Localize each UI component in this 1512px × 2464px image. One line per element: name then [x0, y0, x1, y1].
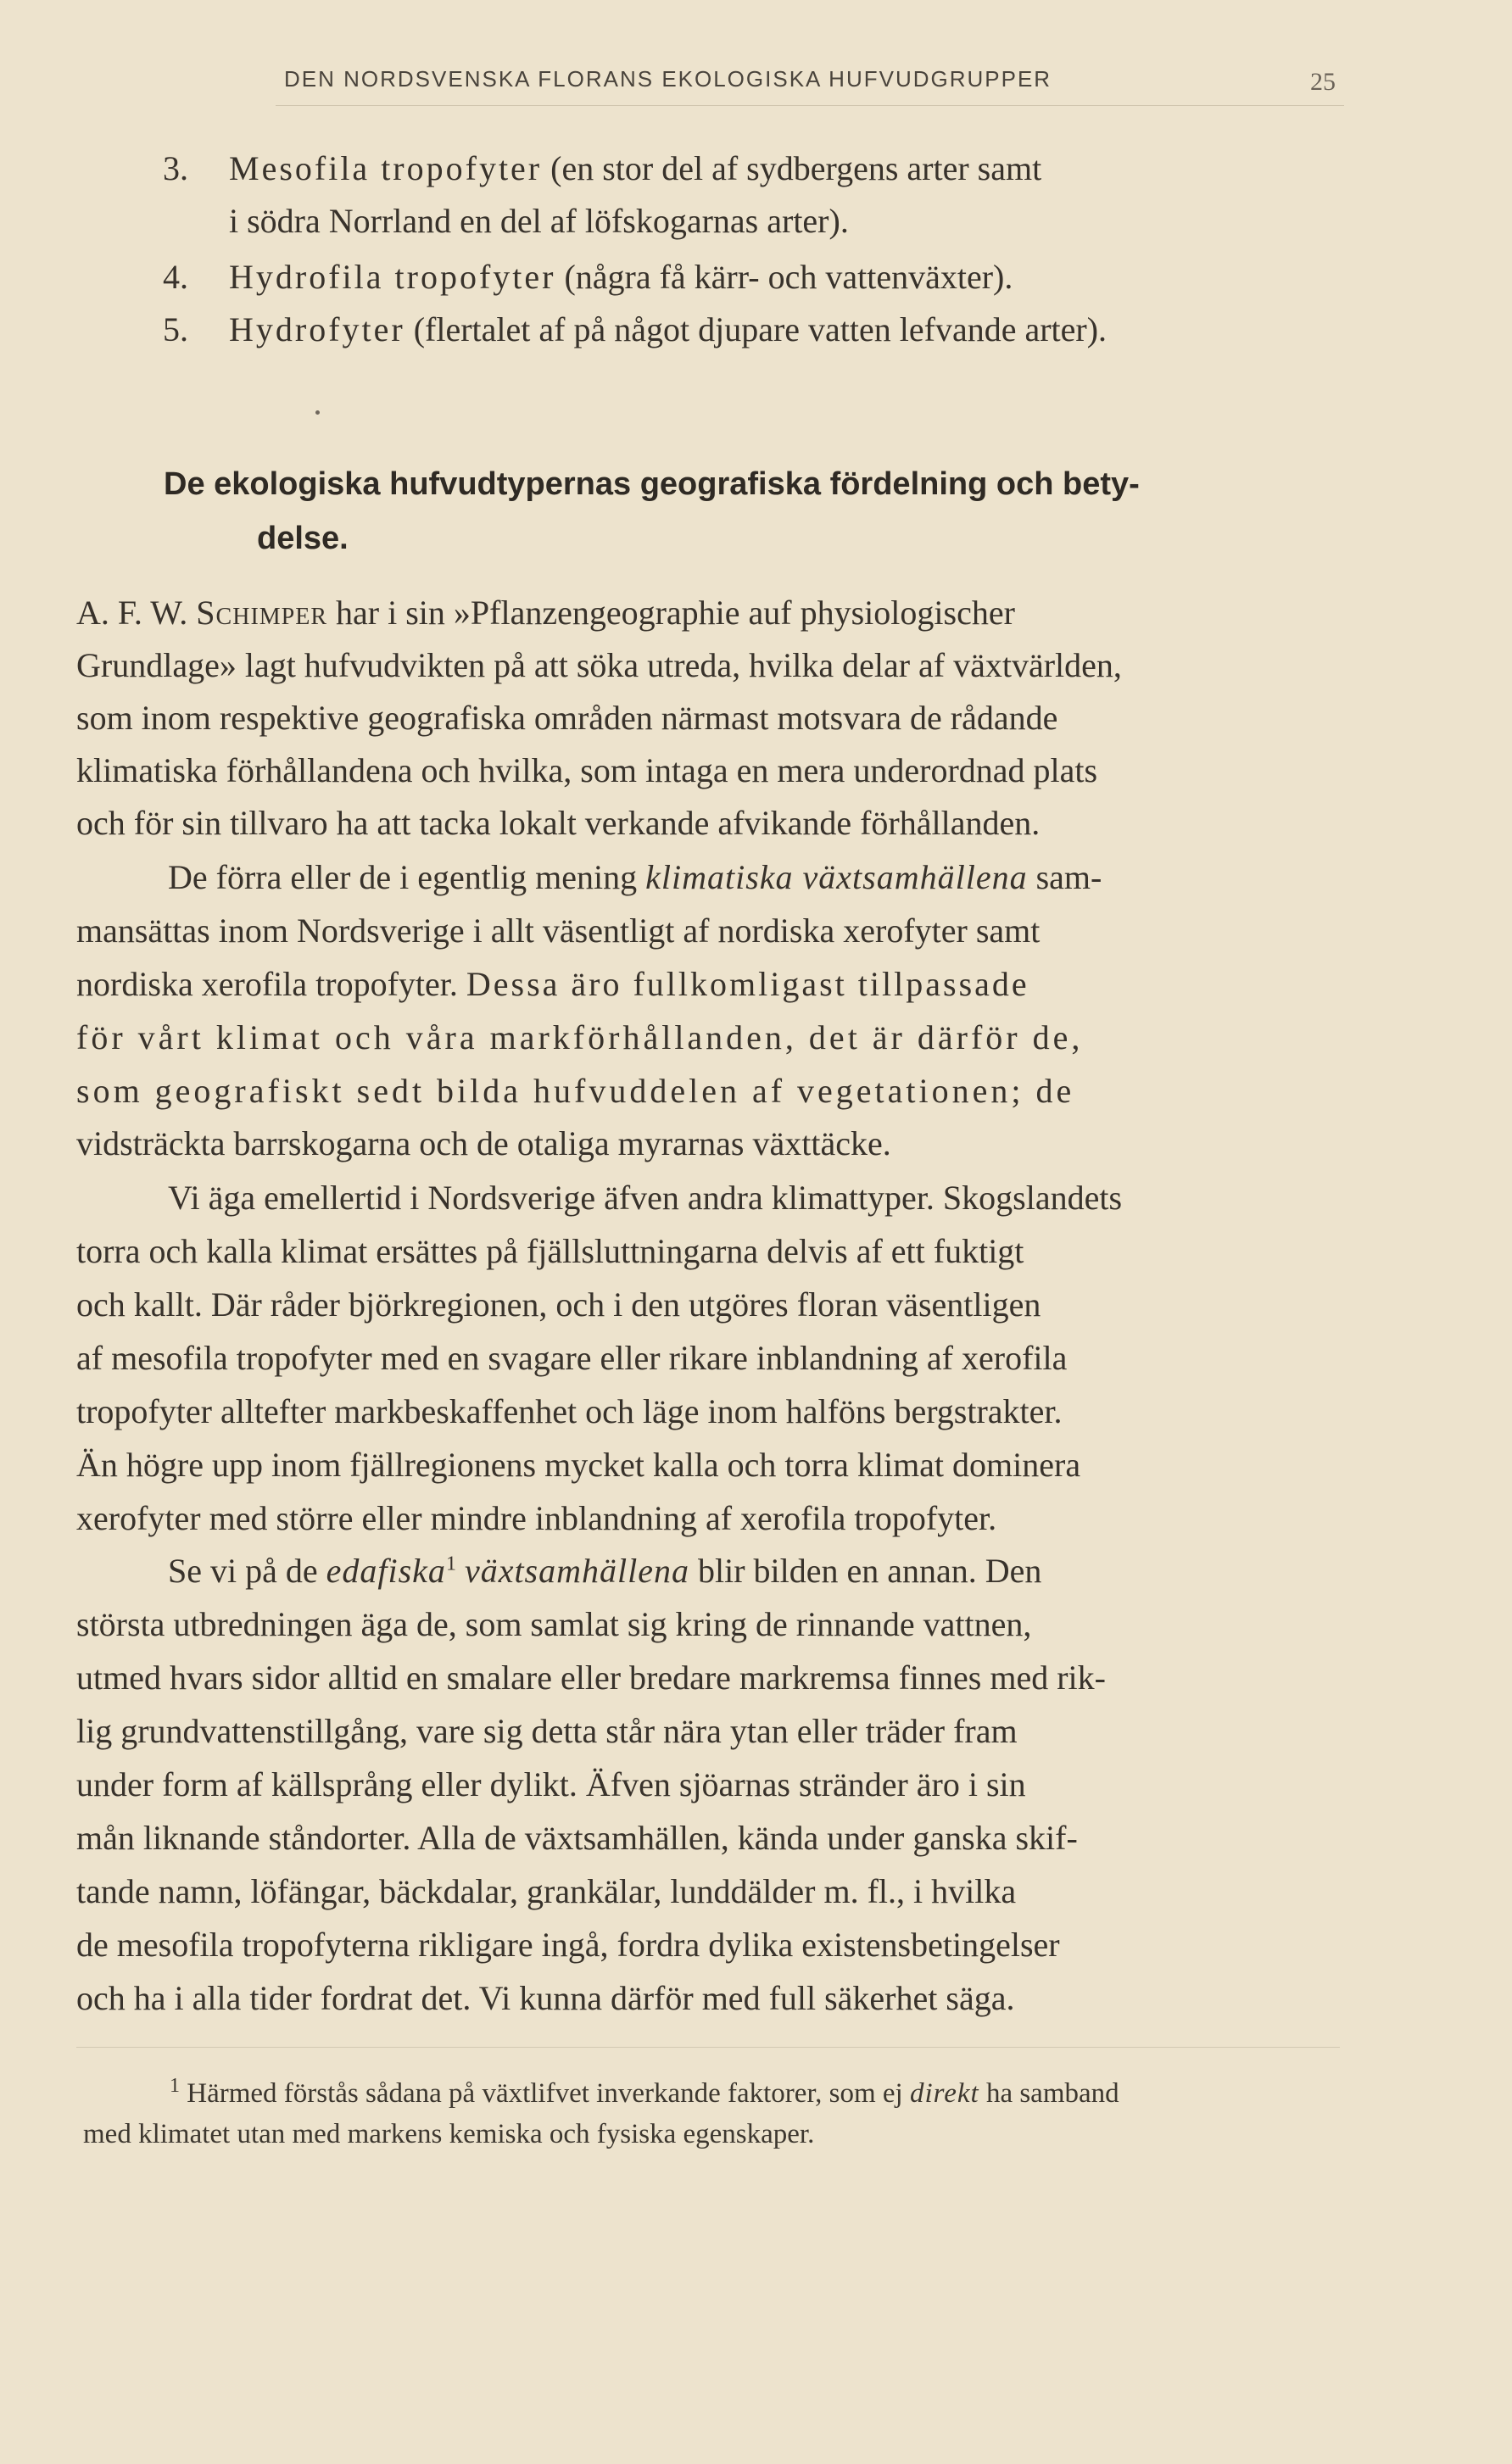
- list-item: [229, 258, 1013, 297]
- paragraph-line: som geografiskt sedt bilda hufvuddelen af vegetationen; de: [76, 1072, 1075, 1110]
- paragraph-line: utmed hvars sidor alltid en smalare eller bredare markremsa finnes med rik-: [76, 1658, 1106, 1697]
- paragraph-line: [168, 1552, 1041, 1591]
- list-text: (några få kärr- och vattenväxter).: [564, 258, 1013, 296]
- paragraph-line: och ha i alla tider fordrat det. Vi kunna därför med full säkerhet säga.: [76, 1979, 1015, 2017]
- list-number: 5.: [163, 310, 188, 348]
- italic-term: klimatiska växtsamhällena: [645, 858, 1028, 896]
- paragraph-text: blir bilden en annan. Den: [698, 1552, 1042, 1590]
- list-number: 4.: [163, 258, 188, 296]
- paragraph-line: Vi äga emellertid i Nordsverige äfven andra klimattyper. Skogslandets: [168, 1179, 1123, 1217]
- paragraph-text: sam-: [1035, 858, 1102, 896]
- footnote-line: [170, 2076, 1119, 2111]
- section-heading-continuation: delse.: [257, 521, 349, 556]
- paragraph-line: torra och kalla klimat ersättes på fjällsluttningarna delvis af ett fuktigt: [76, 1232, 1024, 1270]
- paragraph-text: har i sin »Pflanzengeographie auf physiologischer: [336, 594, 1015, 632]
- paragraph-line: mansättas inom Nordsverige i allt väsentligt af nordiska xerofyter samt: [76, 911, 1041, 950]
- list-number: 3.: [163, 149, 188, 187]
- footnote-italic: direkt: [909, 2078, 979, 2109]
- author-name: Schimper: [196, 594, 328, 632]
- paragraph-line: och för sin tillvaro ha att tacka lokalt verkande afvikande förhållanden.: [76, 804, 1041, 842]
- running-title: DEN NORDSVENSKA FLORANS EKOLOGISKA HUFVUDGRUPPER: [284, 66, 1052, 92]
- paragraph-line: klimatiska förhållandena och hvilka, som intaga en mera underordnad plats: [76, 751, 1098, 789]
- footnote-text: ha samband: [985, 2078, 1119, 2109]
- paragraph-line: Grundlage» lagt hufvudvikten på att söka utreda, hvilka delar af växtvärlden,: [76, 646, 1122, 684]
- paragraph-line: lig grundvattenstillgång, vare sig detta står nära ytan eller träder fram: [76, 1712, 1018, 1750]
- paragraph-line: för vårt klimat och våra markförhållanden, det är därför de,: [76, 1018, 1084, 1056]
- paragraph-line: af mesofila tropofyter med en svagare eller rikare inblandning af xerofila: [76, 1339, 1068, 1377]
- paragraph-line: tande namn, löfängar, bäckdalar, grankälar, lunddälder m. fl., i hvilka: [76, 1872, 1017, 1910]
- list-term: Mesofila tropofyter: [229, 149, 543, 187]
- footnote-line: med klimatet utan med markens kemiska och fysiska egenskaper.: [83, 2119, 815, 2149]
- author-initials: A. F. W.: [76, 594, 188, 632]
- paragraph-text: nordiska xerofila tropofyter.: [76, 965, 458, 1003]
- paragraph-line: största utbredningen äga de, som samlat sig kring de rinnande vattnen,: [76, 1605, 1032, 1643]
- paragraph-line: mån liknande ståndorter. Alla de växtsamhällen, kända under ganska skif-: [76, 1819, 1078, 1857]
- list-text: (flertalet af på något djupare vatten lefvande arter).: [413, 310, 1107, 348]
- list-text: (en stor del af sydbergens arter samt: [550, 149, 1042, 187]
- list-term: Hydrofyter: [229, 310, 405, 348]
- footnote-rule: [76, 2047, 1340, 2048]
- paragraph-line: under form af källsprång eller dylikt. Äfven sjöarnas stränder äro i sin: [76, 1765, 1026, 1803]
- spaced-emphasis: Dessa äro fullkomligast tillpassade: [466, 965, 1029, 1003]
- italic-term: växtsamhällena: [464, 1552, 689, 1590]
- paragraph-line: xerofyter med större eller mindre inblandning af xerofila tropofyter.: [76, 1499, 997, 1537]
- list-item: [229, 149, 1041, 188]
- footnote-reference[interactable]: 1: [445, 1553, 456, 1575]
- paragraph-line: vidsträckta barrskogarna och de otaliga myrarnas växttäcke.: [76, 1124, 891, 1162]
- paragraph-text: Se vi på de: [168, 1552, 318, 1590]
- paragraph-line: [76, 965, 1029, 1004]
- page-number: 25: [1310, 68, 1336, 96]
- list-item-continuation: i södra Norrland en del af löfskogarnas arter).: [229, 202, 849, 240]
- list-item: [229, 310, 1107, 349]
- footnote-text: Härmed förstås sådana på växtlifvet inverkande faktorer, som ej: [187, 2078, 903, 2109]
- paragraph-line: och kallt. Där råder björkregionen, och i den utgöres floran väsentligen: [76, 1285, 1041, 1324]
- paragraph-line: som inom respektive geografiska områden närmast motsvara de rådande: [76, 699, 1058, 737]
- footnote-marker: 1: [170, 2075, 180, 2097]
- italic-term: edafiska: [326, 1552, 446, 1590]
- header-rule: [276, 105, 1344, 106]
- paragraph-line: Än högre upp inom fjällregionens mycket kalla och torra klimat dominera: [76, 1446, 1081, 1484]
- paragraph-line: [168, 858, 1102, 897]
- paragraph-line: [76, 594, 1015, 633]
- stray-mark: [315, 410, 320, 415]
- section-heading: De ekologiska hufvudtypernas geografiska fördelning och bety-: [164, 466, 1140, 502]
- paragraph-line: tropofyter alltefter markbeskaffenhet och läge inom halföns bergstrakter.: [76, 1392, 1063, 1430]
- paragraph-line: de mesofila tropofyterna rikligare ingå, fordra dylika existensbetingelser: [76, 1926, 1060, 1964]
- list-term: Hydrofila tropofyter: [229, 258, 556, 296]
- paragraph-text: De förra eller de i egentlig mening: [168, 858, 638, 896]
